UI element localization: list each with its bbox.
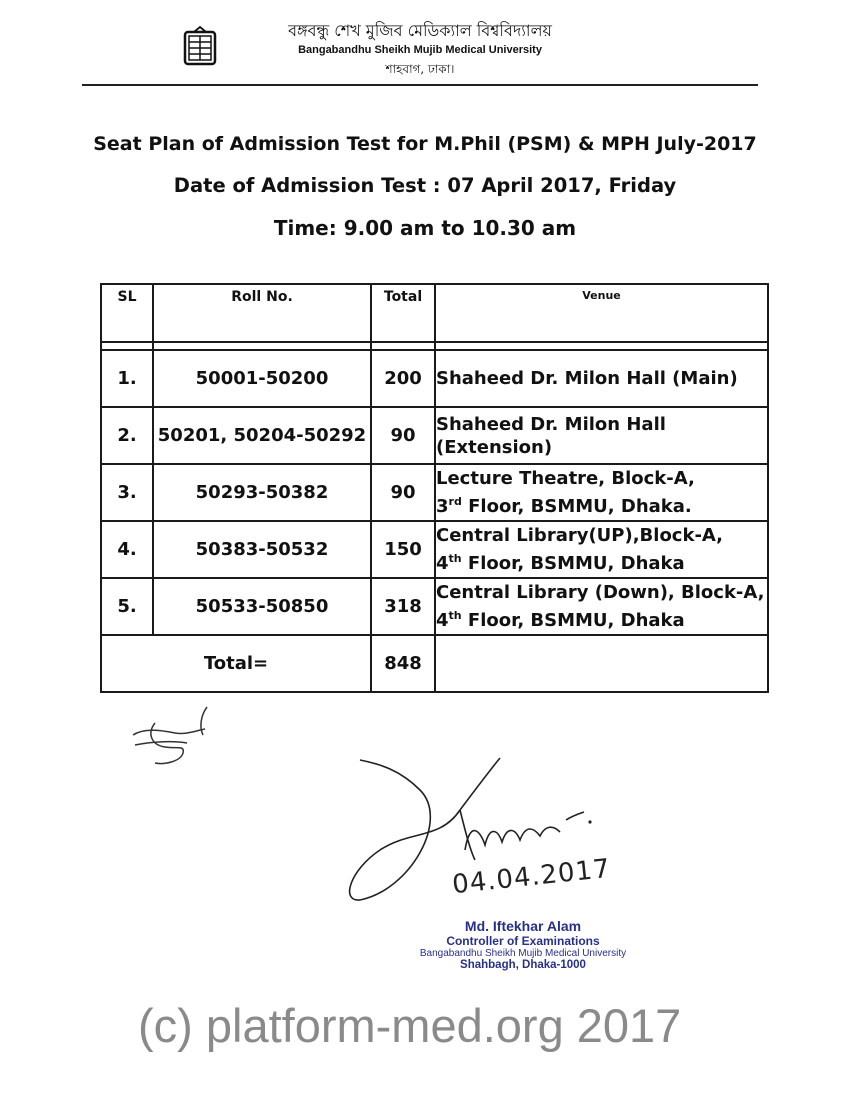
row-roll: 50001-50200: [153, 350, 371, 407]
university-address-bangla: শাহবাগ, ঢাকা।: [385, 62, 455, 76]
controller-stamp: [418, 918, 628, 971]
venue-floor-number: 4: [436, 610, 449, 631]
test-date: Date of Admission Test : 07 April 2017, Friday: [173, 174, 677, 197]
initials-signature: [125, 705, 225, 775]
venue-line2: Floor, BSMMU, Dhaka: [461, 553, 685, 574]
table-row: [101, 407, 768, 464]
row-total: 318: [371, 578, 435, 635]
venue-floor-number: 4: [436, 553, 449, 574]
row-venue: [435, 407, 768, 464]
university-crest-icon: [180, 26, 220, 66]
row-total: 200: [371, 350, 435, 407]
venue-line2: (Extension): [436, 436, 553, 458]
university-name-english: Bangabandhu Sheikh Mujib Medical University: [298, 44, 542, 56]
row-sl: 4.: [101, 521, 153, 578]
table-row: [101, 578, 768, 635]
venue-floor-suffix: th: [448, 552, 462, 565]
header-total: Total: [371, 284, 435, 342]
venue-line2: Floor, BSMMU, Dhaka.: [461, 496, 692, 517]
venue-line1: Shaheed Dr. Milon Hall: [436, 413, 666, 435]
row-sl: 3.: [101, 464, 153, 521]
row-sl: 2.: [101, 407, 153, 464]
venue-line1: Shaheed Dr. Milon Hall (Main): [436, 368, 738, 389]
row-roll: 50383-50532: [153, 521, 371, 578]
row-sl: 1.: [101, 350, 153, 407]
header-roll-no: Roll No.: [153, 284, 371, 342]
letterhead: [0, 0, 850, 90]
venue-line1: Central Library (Down), Block-A,: [436, 582, 765, 603]
stamp-organization: Bangabandhu Sheikh Mujib Medical University: [419, 948, 627, 959]
stamp-name: Md. Iftekhar Alam: [464, 918, 582, 934]
document-title: Seat Plan of Admission Test for M.Phil (PSM) & MPH July-2017: [93, 133, 757, 155]
row-venue: [435, 578, 768, 635]
row-venue: [435, 464, 768, 521]
venue-line2: Floor, BSMMU, Dhaka: [461, 610, 685, 631]
row-roll: 50293-50382: [153, 464, 371, 521]
venue-floor-suffix: rd: [448, 495, 462, 508]
total-value: 848: [371, 635, 435, 692]
row-sl: 5.: [101, 578, 153, 635]
stamp-role: Controller of Examinations: [446, 934, 600, 948]
header-gap: [101, 342, 768, 350]
total-venue-empty: [435, 635, 768, 692]
row-total: 90: [371, 464, 435, 521]
table-row: [101, 521, 768, 578]
row-total: 150: [371, 521, 435, 578]
row-roll: 50201, 50204-50292: [153, 407, 371, 464]
row-total: 90: [371, 407, 435, 464]
venue-line1: Lecture Theatre, Block-A,: [436, 468, 695, 489]
header-sl: SL: [101, 284, 153, 342]
row-venue: [435, 521, 768, 578]
row-venue: [435, 350, 768, 407]
copyright-watermark: (c) platform-med.org 2017: [138, 999, 682, 1052]
table-row: [101, 350, 768, 407]
total-label: Total=: [101, 635, 371, 692]
table-row: [101, 464, 768, 521]
test-time: Time: 9.00 am to 10.30 am: [273, 216, 577, 240]
university-name-bangla: বঙ্গবন্ধু শেখ মুজিব মেডিক্যাল বিশ্ববিদ্যালয়: [288, 21, 552, 40]
table-total-row: [101, 635, 768, 692]
venue-floor-suffix: th: [448, 609, 462, 622]
seat-plan-table: [100, 283, 769, 693]
stamp-address: Shahbagh, Dhaka-1000: [460, 959, 586, 971]
table-header-row: [101, 284, 768, 342]
header-venue: Venue: [435, 284, 768, 342]
signature-date: 04.04.2017: [450, 853, 613, 901]
venue-line1: Central Library(UP),Block-A,: [436, 525, 724, 546]
header-divider: [82, 84, 758, 86]
venue-floor-number: 3: [436, 496, 449, 517]
row-roll: 50533-50850: [153, 578, 371, 635]
